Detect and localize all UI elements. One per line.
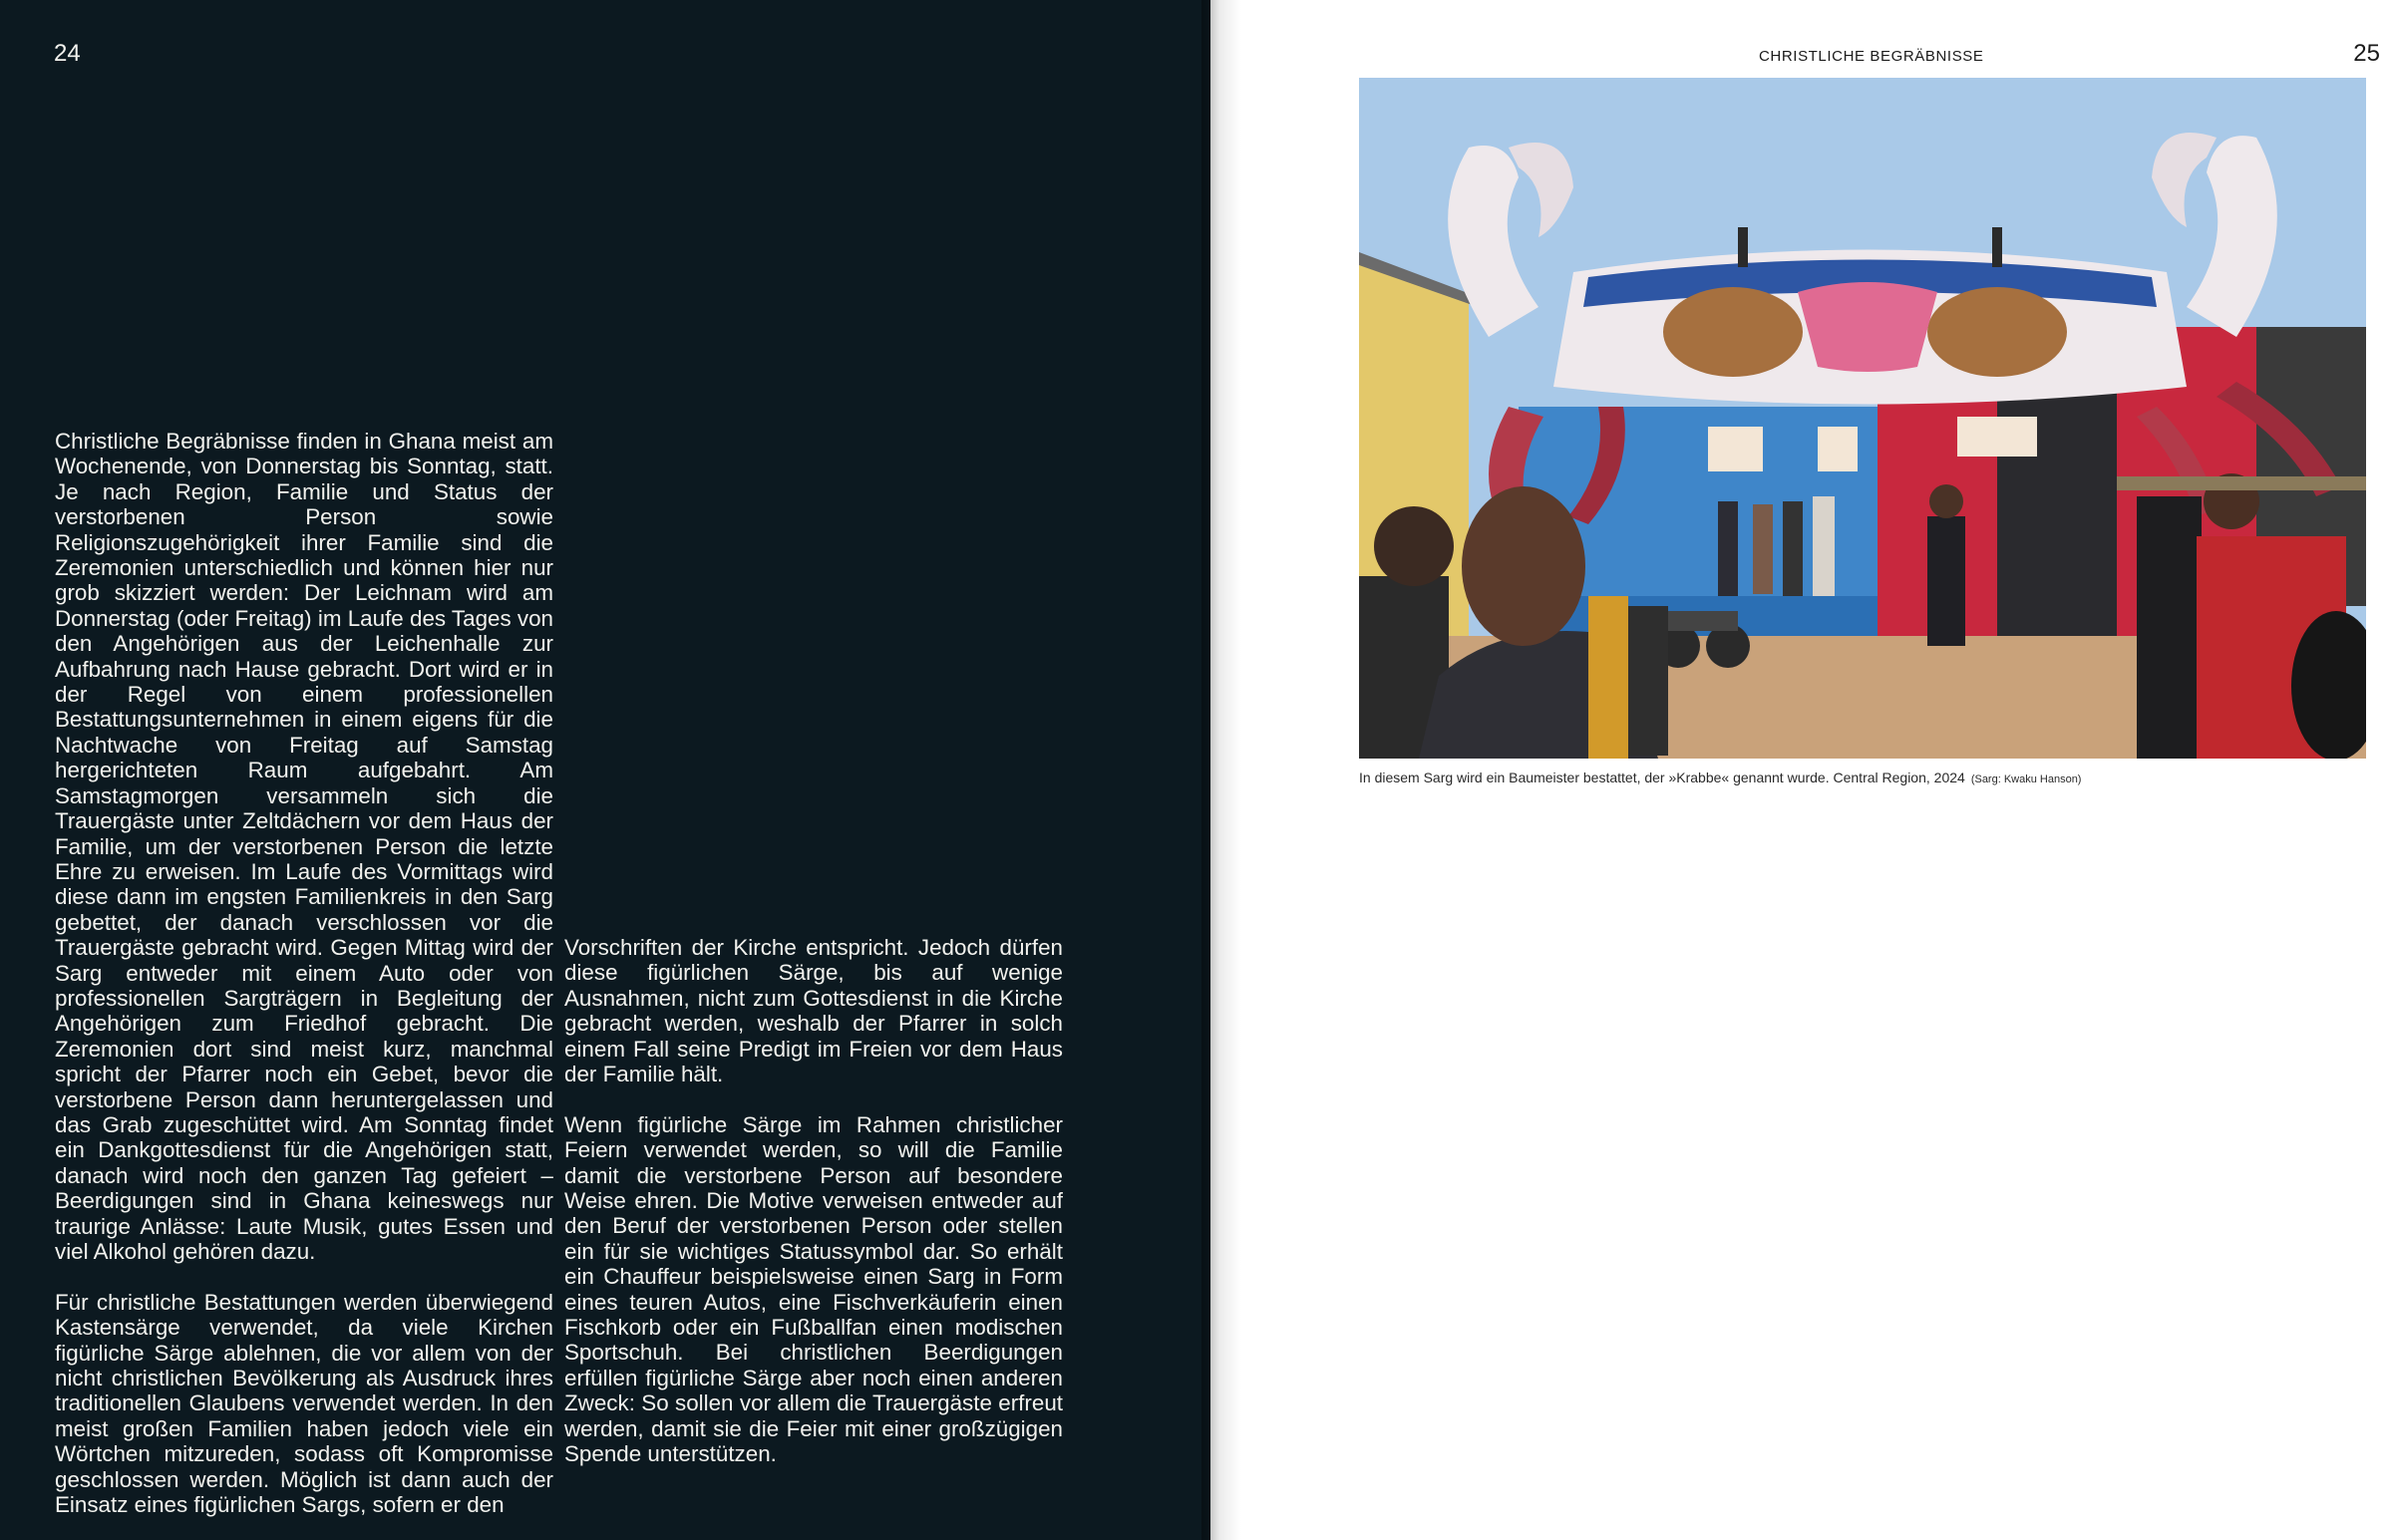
crab-pattern xyxy=(1798,282,1937,372)
crab-eye-left xyxy=(1663,287,1803,377)
motorbike-body xyxy=(1668,611,1738,631)
paragraph: Christliche Begräbnisse finden in Ghana meist am Wochenende, von Donnerstag bis Sonntag, statt. Je nach Region, Familie und Status der verstorbenen Person sowie Religionszugehörigkeit ihrer Familie sind die Zeremonien unterschiedlich und können hier nur grob skizziert werden: Der Leichnam wird am Donnerstag (oder Freitag) im Laufe des Tages von den Angehörigen aus der Leichenhalle zur Aufbahrung nach Hause gebracht. Dort wird er in der Regel von einem professionellen Bestattungsunternehmen in einem eigens für die Nachtwache von Freitag auf Samstag hergerichteten Raum aufgebahrt. Am Samstagmorgen versammeln sich die Trauergäste unter Zeltdächern vor dem Haus der Familie, um der verstorbenen Person die letzte Ehre zu erweisen. Im Laufe des Vormittags wird diese dann im engsten Familienkreis in den Sarg gebettet, der danach verschlossen vor die Trauergäste gebracht wird. Gegen Mittag wird der Sarg entweder mit einem Auto oder von professionellen Sargträgern in Begleitung der Angehörigen zum Friedhof gebracht. Die Zeremonien dort sind meist kurz, manchmal spricht der Pfarrer noch ein Gebet, bevor die verstorbene Person dann heruntergelassen und das Grab zugeschüttet wird. Am Sonntag findet ein Dankgottesdienst für die Angehörigen statt, danach wird noch den ganzen Tag gefeiert – Beerdigungen sind in Ghana keineswegs nur traurige Anlässe: Laute Musik, gutes Essen und viel Alkohol gehören dazu. xyxy=(55,429,553,1264)
page-number-right: 25 xyxy=(2353,40,2380,67)
running-head: CHRISTLICHE BEGRÄBNISSE xyxy=(1759,48,1984,65)
pallbearer xyxy=(2137,496,2202,759)
child-figure xyxy=(1753,504,1773,594)
crab-antenna xyxy=(1738,227,1748,267)
carrying-pole xyxy=(2117,476,2366,490)
crab-antenna xyxy=(1992,227,2002,267)
standing-man xyxy=(1927,516,1965,646)
photo-illustration xyxy=(1359,78,2366,759)
caption-text: In diesem Sarg wird ein Baumeister bestattet, der »Krabbe« genannt wurde. Central Region, 2024 xyxy=(1359,770,1965,785)
crab-coffin-photo xyxy=(1359,78,2366,759)
man-foreground-face xyxy=(1462,486,1585,646)
crab-eye-right xyxy=(1927,287,2067,377)
photo-credit: (Sarg: Kwaku Hanson) xyxy=(1970,773,2082,785)
text-column-1 xyxy=(55,429,553,1517)
paragraph: Wenn figürliche Särge im Rahmen christlicher Feiern verwendet werden, so will die Familie damit die verstorbene Person auf besondere Weise ehren. Die Motive verweisen entweder auf den Beruf der verstorbenen Person oder stellen ein für sie wichtiges Statussymbol dar. So erhält ein Chauffeur beispielsweise einen Sarg in Form eines teuren Autos, eine Fischverkäuferin einen Fischkorb oder ein Fußballfan einen modischen Sportschuh. Bei christlichen Beerdigungen erfüllen figürliche Särge aber noch einen anderen Zweck: So sollen vor allem die Trauergäste erfreut werden, damit sie die Feier mit einer großzügigen Spende unterstützen. xyxy=(564,1111,1063,1467)
woman-dress xyxy=(1628,606,1668,756)
child-figure xyxy=(1783,501,1803,596)
woman-wrap xyxy=(1588,596,1628,759)
right-page xyxy=(1210,0,2392,1540)
text-column-2 xyxy=(564,935,1063,1467)
paragraph: Für christliche Bestattungen werden überwiegend Kastensärge verwendet, da viele Kirchen figürliche Särge ablehnen, die vor allem von der nicht christlichen Bevölkerung als Ausdruck ihres traditionellen Glaubens verwendet werden. In den meist großen Familien haben jedoch viele ein Wörtchen mitzureden, sodass oft Kompromisse geschlossen werden. Möglich ist dann auch der Einsatz eines figürlichen Sargs, sofern er den xyxy=(55,1289,553,1518)
poster xyxy=(1957,417,2037,457)
paragraph: Vorschriften der Kirche entspricht. Jedoch dürfen diese figürlichen Särge, bis auf wenige Ausnahmen, nicht zum Gottesdienst in die Kirche gebracht werden, weshalb der Pfarrer in solch einem Fall seine Predigt im Freien vor dem Haus der Familie hält. xyxy=(564,935,1063,1087)
photo-caption xyxy=(1359,770,2366,785)
poster xyxy=(1708,427,1763,471)
head xyxy=(1929,484,1963,518)
child-figure xyxy=(1718,501,1738,596)
poster xyxy=(1818,427,1858,471)
head xyxy=(1374,506,1454,586)
child-figure xyxy=(1813,496,1835,596)
page-number-left: 24 xyxy=(54,40,81,67)
